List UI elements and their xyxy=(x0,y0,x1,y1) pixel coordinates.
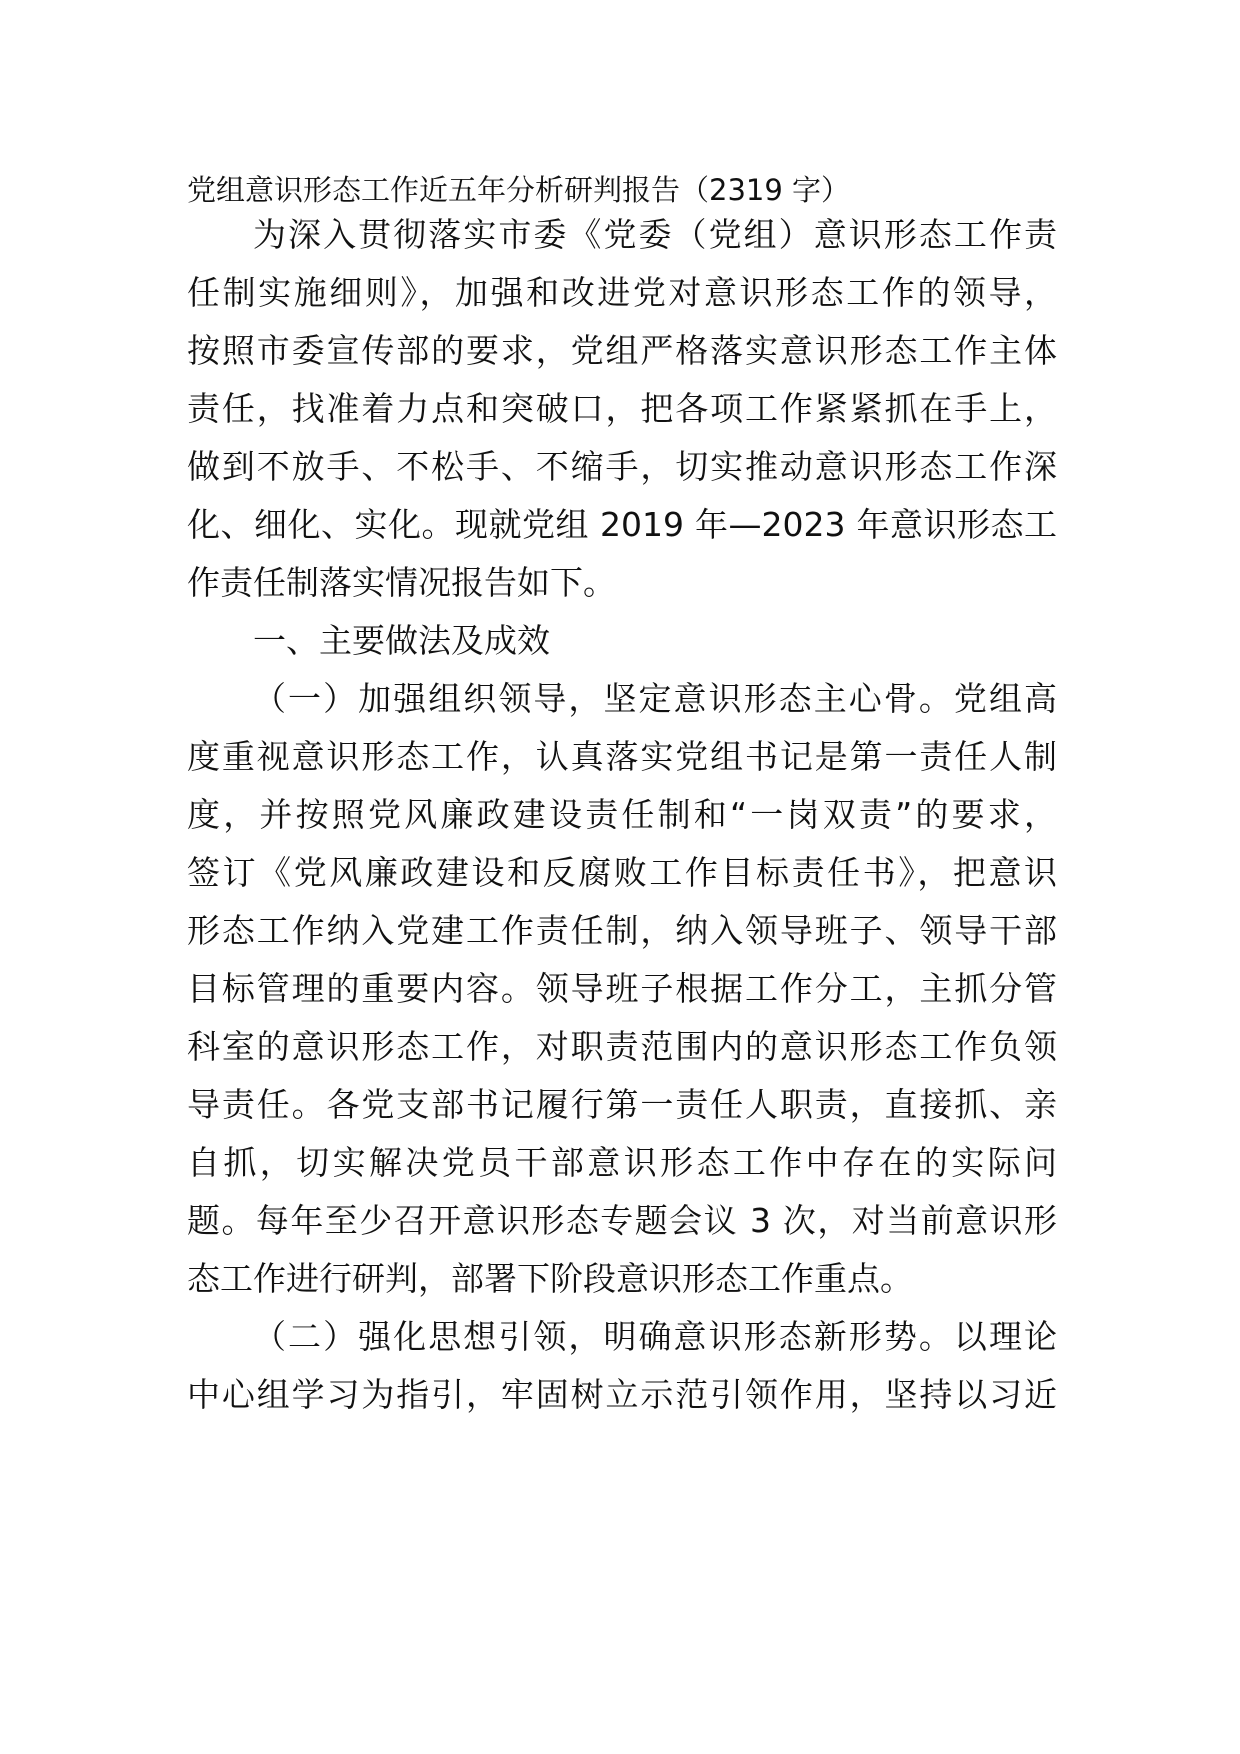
paragraph-line: 责任，找准着力点和突破口，把各项工作紧紧抓在手上， xyxy=(187,389,1057,428)
paragraph-line: 度重视意识形态工作，认真落实党组书记是第一责任人制 xyxy=(187,737,1057,776)
paragraph-line: 目标管理的重要内容。领导班子根据工作分工，主抓分管 xyxy=(187,969,1057,1008)
paragraph-line: 态工作进行研判，部署下阶段意识形态工作重点。 xyxy=(187,1259,913,1298)
paragraph-line: 为深入贯彻落实市委《党委（党组）意识形态工作责 xyxy=(253,215,1057,254)
paragraph-line: 作责任制落实情况报告如下。 xyxy=(187,563,616,602)
paragraph-line: 导责任。各党支部书记履行第一责任人职责，直接抓、亲 xyxy=(187,1085,1057,1124)
paragraph-line: 自抓，切实解决党员干部意识形态工作中存在的实际问 xyxy=(187,1143,1057,1182)
paragraph-line: （二）强化思想引领，明确意识形态新形势。以理论 xyxy=(253,1317,1057,1356)
paragraph-line: 中心组学习为指引，牢固树立示范引领作用，坚持以习近 xyxy=(187,1375,1057,1414)
document-title: 党组意识形态工作近五年分析研判报告（2319 字） xyxy=(187,173,851,207)
paragraph-line: 任制实施细则》，加强和改进党对意识形态工作的领导， xyxy=(187,273,1057,312)
paragraph-line: 化、细化、实化。现就党组 2019 年—2023 年意识形态工 xyxy=(187,505,1057,544)
paragraph-line: 形态工作纳入党建工作责任制，纳入领导班子、领导干部 xyxy=(187,911,1057,950)
paragraph-line: 做到不放手、不松手、不缩手，切实推动意识形态工作深 xyxy=(187,447,1057,486)
paragraph-line: 度，并按照党风廉政建设责任制和“一岗双责”的要求， xyxy=(187,795,1057,834)
paragraph-line: 按照市委宣传部的要求，党组严格落实意识形态工作主体 xyxy=(187,331,1057,370)
paragraph-line: 题。每年至少召开意识形态专题会议 3 次，对当前意识形 xyxy=(187,1201,1057,1240)
paragraph-line: （一）加强组织领导，坚定意识形态主心骨。党组高 xyxy=(253,679,1057,718)
paragraph-line: 签订《党风廉政建设和反腐败工作目标责任书》，把意识 xyxy=(187,853,1057,892)
section-heading: 一、主要做法及成效 xyxy=(253,621,550,660)
paragraph-line: 科室的意识形态工作，对职责范围内的意识形态工作负领 xyxy=(187,1027,1057,1066)
